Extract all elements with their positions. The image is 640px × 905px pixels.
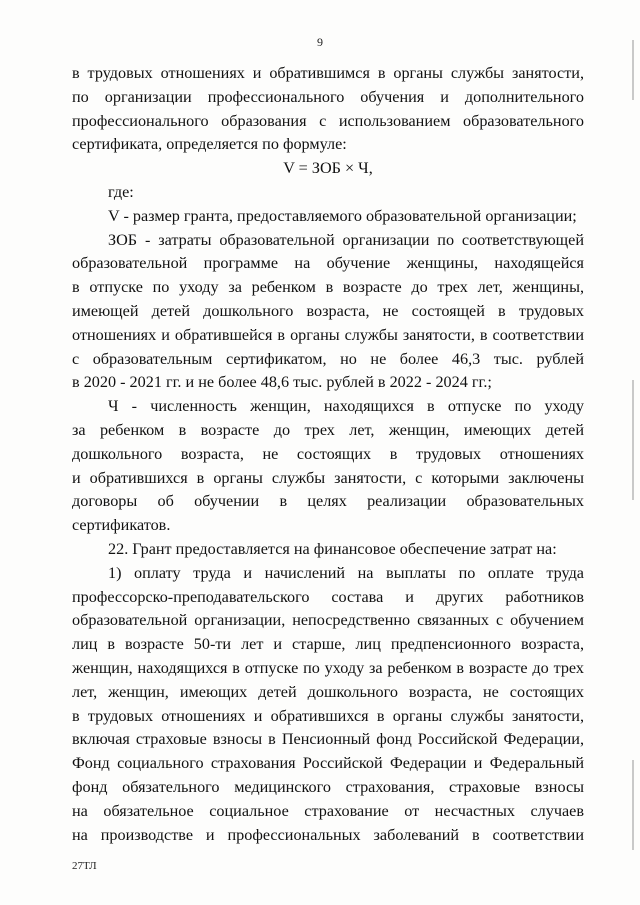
scan-edge-mark [632, 760, 634, 850]
text-line: включая страховые взносы в Пенсионный фонд Российской Федерации, [72, 730, 584, 749]
page-number: 9 [317, 35, 323, 49]
text-line: договоры об обучении в целях реализации образовательных [72, 492, 584, 511]
text-line: профессионального образования с использованием образовательного [72, 111, 584, 130]
footer-code: 27ТЛ [72, 860, 97, 872]
text-line: Фонд социального страхования Российской Федерации и Федеральный [72, 754, 584, 773]
text-line: где: [108, 182, 134, 201]
text-line: и обратившихся в органы службы занятости, с которыми заключены [72, 468, 584, 487]
text-line: на обязательное социальное страхование от несчастных случаев [72, 801, 584, 820]
text-line: в 2020 - 2021 гг. и не более 48,6 тыс. рублей в 2022 - 2024 гг.; [72, 373, 492, 392]
text-line: профессорско-преподавательского состава и других работников [72, 587, 584, 606]
definition-v: V - размер гранта, предоставляемого образовательной организации; [108, 206, 577, 225]
section-22-heading: 22. Грант предоставляется на финансовое обеспечение затрат на: [108, 539, 557, 558]
text-line: по организации профессионального обучения и дополнительного [72, 87, 584, 106]
text-line: за ребенком в возрасте до трех лет, женщин, имеющих детей [72, 420, 584, 439]
text-line: с образовательным сертификатом, но не более 46,3 тыс. рублей [72, 349, 584, 368]
text-line: дошкольного возраста, не состоящих в трудовых отношениях [72, 444, 584, 463]
text-line: образовательной организации, непосредственно связанных с обучением [72, 611, 584, 630]
definition-zob: ЗОБ - затраты образовательной организации по соответствующей [108, 230, 584, 249]
text-line: сертификатов. [72, 516, 171, 535]
text-line: в отпуске по уходу за ребенком в возрасте до трех лет, женщины, [72, 278, 584, 297]
scan-edge-mark [632, 380, 634, 500]
text-line: женщин, находящихся в отпуске по уходу за ребенком в возрасте до трех [72, 658, 584, 677]
text-line: на производстве и профессиональных заболеваний в соответствии [72, 825, 584, 844]
text-line: образовательной программе на обучение женщины, находящейся [72, 254, 584, 273]
document-body [72, 62, 584, 847]
text-line: фонд обязательного медицинского страхования, страховые взносы [72, 777, 584, 796]
text-line: лет, женщин, имеющих детей дошкольного возраста, не состоящих [72, 682, 584, 701]
text-line: имеющей детей дошкольного возраста, не состоящей в трудовых [72, 301, 584, 320]
scan-edge-mark [632, 40, 634, 100]
text-line: отношениях и обратившейся в органы службы занятости, в соответствии [72, 325, 584, 344]
list-item-1: 1) оплату труда и начислений на выплаты по оплате труда [108, 563, 584, 582]
text-line: сертификата, определяется по формуле: [72, 135, 347, 154]
text-line: лиц в возрасте 50-ти лет и старше, лиц предпенсионного возраста, [72, 635, 584, 654]
text-line: в трудовых отношениях и обратившихся в органы службы занятости, [72, 706, 584, 725]
text-line: в трудовых отношениях и обратившимся в органы службы занятости, [72, 64, 584, 82]
definition-ch: Ч - численность женщин, находящихся в отпуске по уходу [108, 397, 584, 416]
formula: V = ЗОБ × Ч, [283, 159, 373, 178]
